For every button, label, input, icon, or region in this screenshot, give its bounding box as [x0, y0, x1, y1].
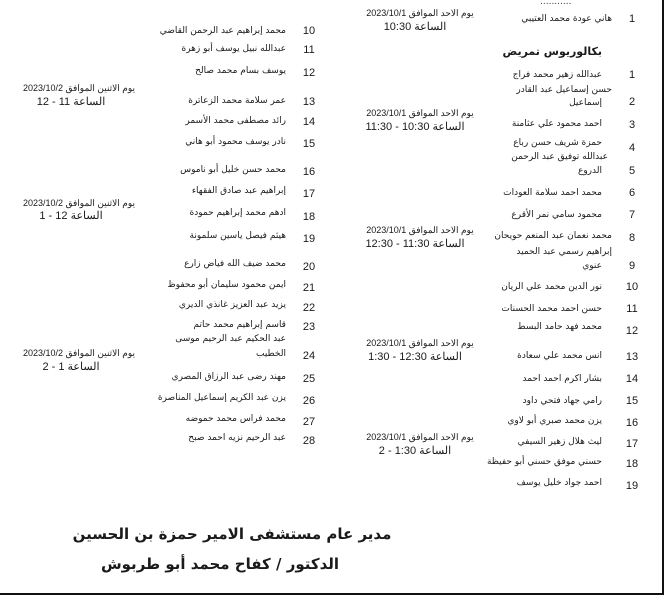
- student-name: احمد جواد خليل يوسف: [516, 478, 602, 488]
- schedule-time: الساعة 10:30 - 11:30: [365, 121, 465, 133]
- student-name: هيثم فيصل ياسين سلمونة: [189, 231, 286, 241]
- schedule-date: يوم الاثنين الموافق 2023/10/2: [22, 348, 136, 358]
- student-name: محمد فراس محمد حموضه: [185, 414, 286, 424]
- row-number: 16: [302, 166, 316, 178]
- student-name: يزيد عبد العزيز غانذي الديري: [178, 300, 286, 310]
- row-number: 8: [628, 232, 636, 244]
- section-heading: بكالوريوس تمريض: [502, 45, 602, 58]
- schedule-date: يوم الاثنين الموافق 2023/10/2: [22, 83, 136, 93]
- student-name: انس محمد علي سعادة: [517, 351, 602, 361]
- student-name: حسن احمد محمد الحسنات: [501, 304, 602, 314]
- row-number: 3: [628, 119, 636, 131]
- student-name: قاسم إبراهيم محمد حاتم: [193, 320, 286, 330]
- schedule-date: يوم الاحد الموافق 2023/10/1: [366, 108, 474, 118]
- student-name: عبد الحكيم عبد الرحيم موسى: [175, 334, 286, 344]
- student-name: محمود سامي نمر الأقرع: [511, 210, 602, 220]
- row-number: 12: [302, 67, 316, 79]
- signature-title: مدير عام مستشفى الامير حمزة بن الحسين: [72, 525, 392, 543]
- student-name: نور الدين محمد علي الريان: [501, 282, 602, 292]
- schedule-time: الساعة 10:30: [383, 21, 447, 33]
- schedule-date: يوم الاحد الموافق 2023/10/1: [366, 432, 474, 442]
- row-number: 1: [628, 13, 636, 25]
- row-number: 14: [302, 116, 316, 128]
- row-number: 23: [302, 321, 316, 333]
- signature-name: الدكتور / كفاح محمد أبو طربوش: [100, 555, 340, 573]
- student-name: ايمن محمود سليمان أبو محفوظ: [167, 280, 286, 290]
- row-number: 16: [625, 417, 639, 429]
- row-number: 18: [625, 458, 639, 470]
- row-number: 13: [625, 351, 639, 363]
- row-number: 25: [302, 373, 316, 385]
- schedule-time: الساعة 12 - 1: [39, 210, 103, 222]
- schedule-time: الساعة 11 - 12: [36, 96, 106, 108]
- student-name-cont: إسماعيل: [569, 98, 602, 108]
- row-number: 10: [302, 25, 316, 37]
- student-name: نادر يوسف محمود أبو هاني: [185, 137, 286, 147]
- row-number: 4: [628, 142, 636, 154]
- student-name: ليث هلال زهير السيفي: [517, 437, 602, 447]
- row-number: 1: [628, 69, 636, 81]
- student-name: عبدالله زهير محمد فراج: [512, 70, 602, 80]
- row-number: 27: [302, 416, 316, 428]
- student-name: عبدالله نبيل يوسف أبو زهرة: [181, 44, 286, 54]
- cropped-top-text: ...........: [540, 0, 572, 7]
- row-number: 6: [628, 187, 636, 199]
- student-name: يوسف بسام محمد صالح: [195, 66, 286, 76]
- row-number: 24: [302, 350, 316, 362]
- schedule-date: يوم الاحد الموافق 2023/10/1: [366, 338, 474, 348]
- student-name: محمد ضيف الله فياض زارع: [184, 259, 286, 269]
- row-number: 17: [302, 188, 316, 200]
- student-name: ادهم محمد إبراهيم حمودة: [189, 208, 286, 218]
- row-number: 5: [628, 165, 636, 177]
- schedule-time: الساعة 1 - 2: [42, 361, 100, 373]
- row-number: 22: [302, 302, 316, 314]
- student-name: محمد حسن خليل أبو ناموس: [180, 165, 286, 175]
- student-name-cont: الخطيب: [256, 349, 286, 359]
- row-number: 2: [628, 96, 636, 108]
- row-number: 11: [303, 44, 315, 56]
- row-number: 11: [626, 303, 638, 315]
- student-name: مهند رضى عبد الرزاق المصري: [171, 372, 286, 382]
- row-number: 18: [302, 211, 316, 223]
- student-name-cont: الدروع: [577, 166, 602, 176]
- row-number: 15: [625, 395, 639, 407]
- row-number: 28: [302, 435, 316, 447]
- student-name: إبراهيم رسمي عبد الحميد: [516, 247, 612, 257]
- student-name: محمد احمد سلامة العودات: [503, 188, 602, 198]
- row-number: 17: [625, 438, 639, 450]
- student-name: محمد فهد حامد البسط: [517, 322, 602, 332]
- row-number: 13: [302, 96, 316, 108]
- student-name: حسن إسماعيل عبد القادر: [516, 85, 612, 95]
- row-number: 15: [302, 138, 316, 150]
- student-name: محمد نعمان عبد المنعم حويحان: [494, 231, 612, 241]
- schedule-time: الساعة 1:30 - 2: [378, 445, 452, 457]
- student-name: عمر سلامة محمد الزعاترة: [188, 96, 286, 106]
- student-name: حسني موفق حسني أبو حفيظة: [486, 457, 602, 467]
- schedule-time: الساعة 12:30 - 1:30: [368, 351, 462, 363]
- row-number: 10: [625, 281, 639, 293]
- row-number: 14: [625, 373, 639, 385]
- student-name: رامي جهاد فتحي داود: [522, 396, 602, 406]
- row-number: 19: [625, 480, 639, 492]
- student-name: يزن عبد الكريم إسماعيل المناصرة: [157, 393, 286, 403]
- row-number: 7: [628, 209, 636, 221]
- schedule-date: يوم الاحد الموافق 2023/10/1: [366, 8, 474, 18]
- student-name-cont: عنوي: [582, 261, 602, 271]
- schedule-date: يوم الاحد الموافق 2023/10/1: [366, 225, 474, 235]
- schedule-date: يوم الاثنين الموافق 2023/10/2: [22, 198, 136, 208]
- row-number: 19: [302, 233, 316, 245]
- student-name: عبدالله توفيق عبد الرحمن: [511, 152, 608, 162]
- student-name: هاني عودة محمد العتيبي: [521, 14, 612, 24]
- student-name: رائد مصطفى محمد الأسمر: [185, 116, 286, 126]
- row-number: 12: [625, 325, 639, 337]
- student-name: يزن محمد صبري أبو لاوي: [507, 416, 602, 426]
- student-name: احمد محمود علي عثامنة: [511, 119, 602, 129]
- student-name: محمد إبراهيم عبد الرحمن القاضي: [159, 26, 286, 36]
- row-number: 20: [302, 261, 316, 273]
- student-name: عبد الرحيم نزيه احمد صبح: [188, 433, 286, 443]
- row-number: 21: [302, 282, 316, 294]
- student-name: بشار اكرم احمد احمد: [522, 374, 602, 384]
- row-number: 26: [302, 395, 316, 407]
- row-number: 9: [628, 260, 636, 272]
- student-name: حمزة شريف حسن رباع: [513, 138, 602, 148]
- student-name: إبراهيم عبد صادق الفقهاء: [191, 186, 286, 196]
- schedule-time: الساعة 11:30 - 12:30: [365, 238, 465, 250]
